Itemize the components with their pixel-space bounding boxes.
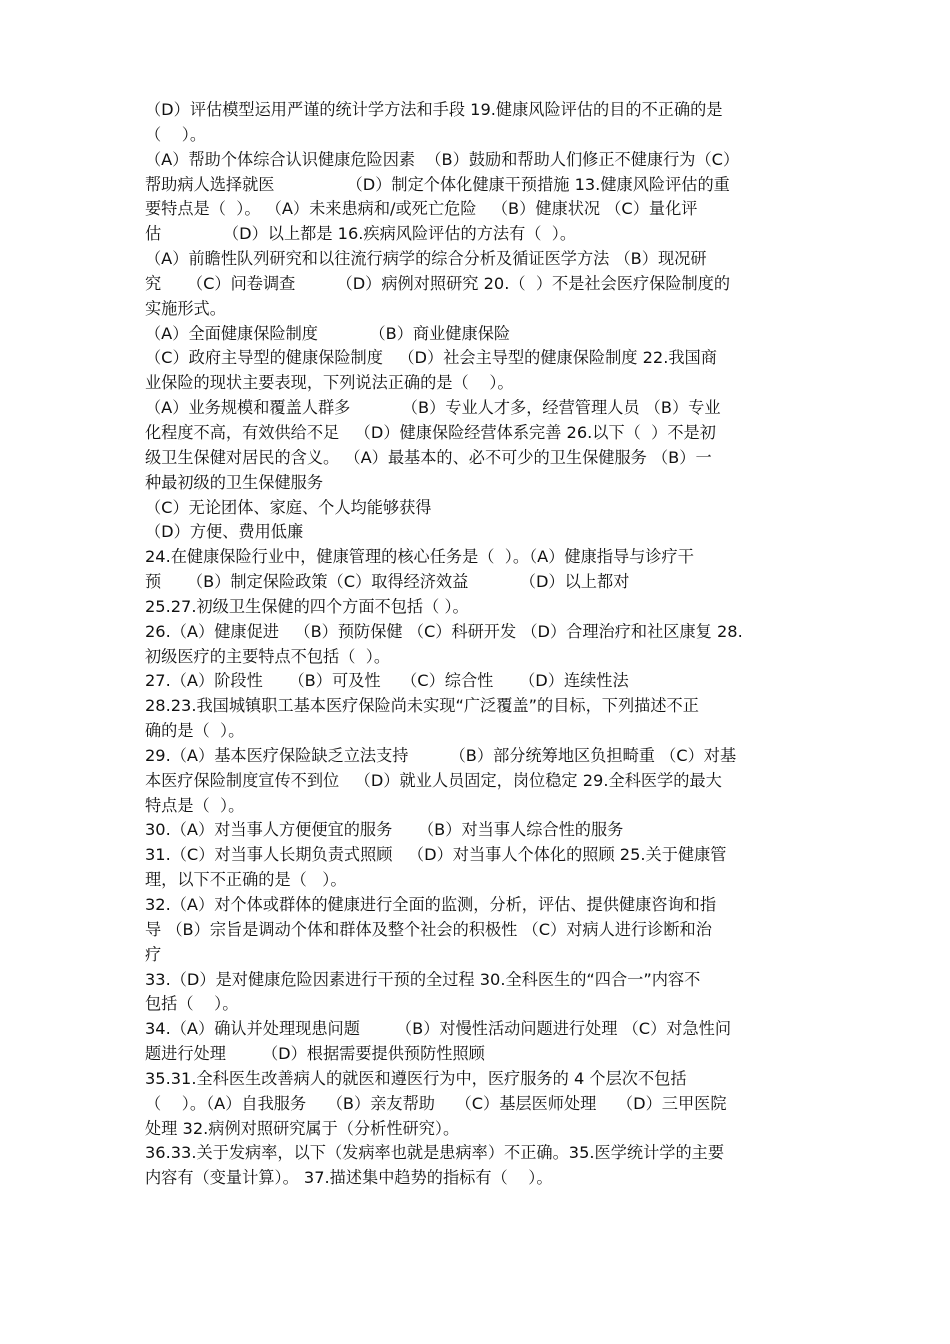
text-line: （A）前瞻性队列研究和以往流行病学的综合分析及循证医学方法 （B）现况研 — [145, 249, 707, 269]
text-line: 实施形式。 — [145, 298, 226, 318]
text-line: 包括（ ）。 — [145, 994, 239, 1014]
text-line: 处理 32.病例对照研究属于（分析性研究）。 — [145, 1118, 460, 1138]
text-line: 理，以下不正确的是（ ）。 — [145, 870, 347, 890]
text-line: 究 （C）问卷调查 （D）病例对照研究 20.（ ）不是社会医疗保险制度的 — [145, 273, 731, 293]
text-line: 特点是（ ）。 — [145, 795, 245, 815]
text-line: 35.31.全科医生改善病人的就医和遵医行为中，医疗服务的 4 个层次不包括 — [145, 1068, 687, 1088]
text-line: （ ）。 — [145, 124, 207, 144]
text-line: 24.在健康保险行业中，健康管理的核心任务是（ ）。（A）健康指导与诊疗干 — [145, 547, 694, 567]
text-line: （ ）。（A）自我服务 （B）亲友帮助 （C）基层医师处理 （D）三甲医院 — [145, 1093, 727, 1113]
text-line: 34.（A）确认并处理现患问题 （B）对慢性活动问题进行处理 （C）对急性问 — [145, 1019, 732, 1039]
text-line: 29.（A）基本医疗保险缺乏立法支持 （B）部分统筹地区负担畸重 （C）对基 — [145, 745, 737, 765]
text-line: 级卫生保健对居民的含义。 （A）最基本的、必不可少的卫生保健服务 （B）一 — [145, 447, 712, 467]
text-line: 内容有（变量计算）。 37.描述集中趋势的指标有（ ）。 — [145, 1168, 553, 1188]
text-line: 28.23.我国城镇职工基本医疗保险尚未实现“广泛覆盖”的目标，下列描述不正 — [145, 696, 699, 716]
text-line: 30.（A）对当事人方便便宜的服务 （B）对当事人综合性的服务 — [145, 820, 624, 840]
text-line: 31.（C）对当事人长期负责式照顾 （D）对当事人个体化的照顾 25.关于健康管 — [145, 845, 727, 865]
text-line: （A）帮助个体综合认识健康危险因素 （B）鼓励和帮助人们修正不健康行为（C） — [145, 149, 740, 169]
text-line: 本医疗保险制度宣传不到位 （D）就业人员固定，岗位稳定 29.全科医学的最大 — [145, 770, 722, 790]
text-line: 题进行处理 （D）根据需要提供预防性照顾 — [145, 1044, 485, 1064]
text-line: 33.（D）是对健康危险因素进行干预的全过程 30.全科医生的“四合一”内容不 — [145, 969, 701, 989]
text-line: 化程度不高，有效供给不足 （D）健康保险经营体系完善 26.以下（ ）不是初 — [145, 422, 716, 442]
text-line: 种最初级的卫生保健服务 — [145, 472, 324, 492]
text-line: 32.（A）对个体或群体的健康进行全面的监测，分析，评估、提供健康咨询和指 — [145, 895, 717, 914]
text-line: 要特点是（ ）。 （A）未来患病和/或死亡危险 （B）健康状况 （C）量化评 — [145, 199, 698, 219]
text-line: （A）业务规模和覆盖人群多 （B）专业人才多，经营管理人员 （B）专业 — [145, 398, 721, 418]
text-line: 疗 — [145, 944, 162, 964]
text-line: 估 （D）以上都是 16.疾病风险评估的方法有（ ）。 — [145, 224, 577, 244]
text-line: 帮助病人选择就医 （D）制定个体化健康干预措施 13.健康风险评估的重 — [145, 174, 730, 194]
text-line: （D）评估模型运用严谨的统计学方法和手段 19.健康风险评估的目的不正确的是 — [145, 100, 723, 119]
text-line: 25.27.初级卫生保健的四个方面不包括（ ）。 — [145, 596, 469, 616]
document-body — [145, 98, 810, 1191]
text-line: （C）政府主导型的健康保险制度 （D）社会主导型的健康保险制度 22.我国商 — [145, 348, 717, 368]
text-line: 27.（A）阶段性 （B）可及性 （C）综合性 （D）连续性法 — [145, 671, 629, 691]
text-line: 初级医疗的主要特点不包括（ ）。 — [145, 646, 391, 666]
text-line: （C）无论团体、家庭、个人均能够获得 — [145, 497, 432, 517]
text-line: 36.33.关于发病率，以下（发病率也就是患病率）不正确。35.医学统计学的主要 — [145, 1143, 725, 1163]
text-line: 预 （B）制定保险政策（C）取得经济效益 （D）以上都对 — [145, 572, 630, 592]
text-line: 确的是（ ）。 — [145, 721, 245, 741]
text-line: 导 （B）宗旨是调动个体和群体及整个社会的积极性 （C）对病人进行诊断和治 — [145, 919, 712, 939]
text-line: 26.（A）健康促进 （B）预防保健 （C）科研开发 （D）合理治疗和社区康复 28. — [145, 621, 743, 641]
text-line: （A）全面健康保险制度 （B）商业健康保险 — [145, 323, 511, 343]
text-line: （D）方便、费用低廉 — [145, 522, 304, 542]
text-line: 业保险的现状主要表现，下列说法正确的是（ ）。 — [145, 373, 514, 393]
